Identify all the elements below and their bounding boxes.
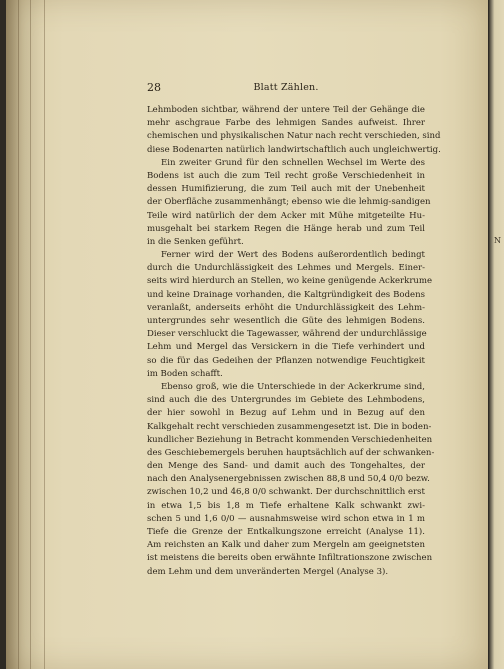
text-line: Teile wird natürlich der dem Acker mit Mühe mitgeteilte Hu- xyxy=(147,210,425,221)
spine-edge-line xyxy=(18,0,19,669)
text-line: durch die Undurchlässigkeit des Lehmes und Mergels. Einer- xyxy=(147,263,425,274)
page-header xyxy=(147,81,425,95)
text-line: und keine Drainage vorhanden, die Kaltgründigkeit des Bodens xyxy=(147,289,425,300)
text-line: zwischen 10,2 und 46,8 0/0 schwankt. Der durchschnittlich erst xyxy=(147,487,425,498)
text-line: kundlicher Beziehung in Betracht kommenden Verschiedenheiten xyxy=(147,434,433,445)
text-line: ist meistens die bereits oben erwähnte Infiltrationszone zwischen xyxy=(147,553,433,564)
text-line: seits wird hierdurch an Stellen, wo keine genügende Ackerkrume xyxy=(147,276,433,287)
text-line: Lehm und Mergel das Versickern in die Tiefe verhindert und xyxy=(147,342,425,353)
text-line: mehr aschgraue Farbe des lehmigen Sandes aufweist. Ihrer xyxy=(147,118,425,129)
text-line: Dieser verschluckt die Tagewasser, während der undurchlässige xyxy=(147,329,427,340)
page-number: 28 xyxy=(147,81,161,94)
spine-edge-line xyxy=(44,0,45,669)
running-head: Blatt Zählen. xyxy=(253,82,319,93)
text-line: diese Bodenarten natürlich landwirtschaftlich auch ungleichwertig. xyxy=(147,144,441,155)
text-line: Lehmboden sichtbar, während der untere Teil der Gehänge die xyxy=(147,105,425,115)
spine-shadow xyxy=(6,0,46,669)
text-line: Ebenso groß, wie die Unterschiede in der Ackerkrume sind, xyxy=(161,381,425,392)
text-line: Am reichsten an Kalk und daher zum Mergeln am geeignetsten xyxy=(147,540,425,551)
text-line: Kalkgehalt recht verschieden zusammengesetzt ist. Die in boden- xyxy=(147,421,432,432)
text-line: Bodens ist auch die zum Teil recht große Verschiedenheit in xyxy=(147,170,425,181)
text-line: dem Lehm und dem unveränderten Mergel (Analyse 3). xyxy=(147,566,389,577)
text-line: so die für das Gedeihen der Pflanzen notwendige Feuchtigkeit xyxy=(147,355,425,366)
text-line: schen 5 und 1,6 0/0 — ausnahmsweise wird schon etwa in 1 m xyxy=(147,513,425,524)
text-line: in etwa 1,5 bis 1,8 m Tiefe erhaltene Kalk schwankt zwi- xyxy=(147,500,425,511)
next-page-edge xyxy=(488,0,504,669)
text-line: in die Senken geführt. xyxy=(147,236,244,247)
text-line: Ferner wird der Wert des Bodens außerordentlich bedingt xyxy=(161,250,425,261)
text-line: den Menge des Sand- und damit auch des Tongehaltes, der xyxy=(147,461,425,472)
text-line: Ein zweiter Grund für den schnellen Wechsel im Werte des xyxy=(161,157,425,168)
text-line: der Oberfläche zusammenhängt; ebenso wie die lehmig-sandigen xyxy=(147,197,431,208)
text-line: sind auch die des Untergrundes im Gebiete des Lehmbodens, xyxy=(147,395,425,406)
text-line: des Geschiebemergels beruhen hauptsächlich auf der schwanken- xyxy=(147,447,435,458)
text-line: Tiefe die Grenze der Entkalkungszone erreicht (Analyse 11). xyxy=(147,527,425,537)
spine-edge-line xyxy=(30,0,31,669)
text-line: dessen Humifizierung, die zum Teil auch mit der Unebenheit xyxy=(147,184,425,195)
text-line: untergrundes sehr wesentlich die Güte des lehmigen Bodens. xyxy=(147,316,425,326)
text-line: musgehalt bei starkem Regen die Hänge herab und zum Teil xyxy=(147,223,425,234)
body-text xyxy=(147,104,441,579)
text-line: chemischen und physikalischen Natur nach recht verschieden, sind xyxy=(147,131,441,142)
text-line: im Boden schafft. xyxy=(147,368,223,379)
text-line: nach den Analysenergebnissen zwischen 88,8 und 50,4 0/0 bezw. xyxy=(147,474,430,485)
next-page-fragment: N xyxy=(494,236,501,245)
text-block xyxy=(147,81,441,579)
text-line: veranlaßt, anderseits erhöht die Undurchlässigkeit des Lehm- xyxy=(147,302,425,313)
text-line: der hier sowohl in Bezug auf Lehm und in Bezug auf den xyxy=(147,408,425,419)
